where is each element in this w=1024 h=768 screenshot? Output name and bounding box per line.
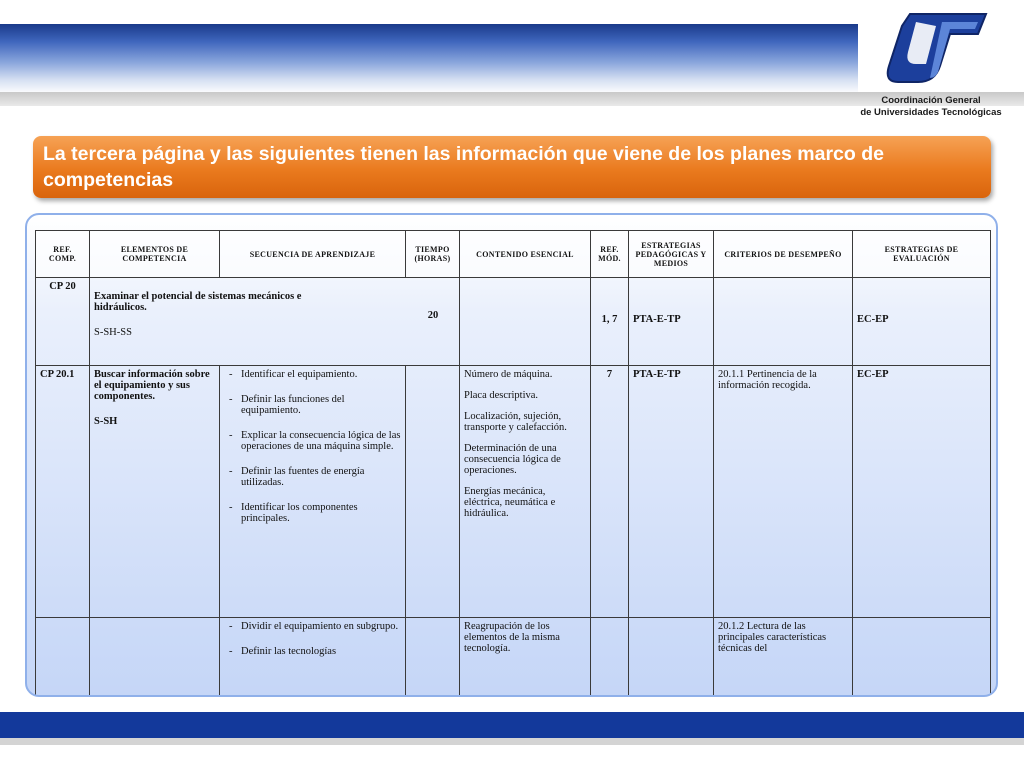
list-item: - Definir las funciones del equipamiento. [224, 394, 401, 416]
table-header-row [36, 231, 991, 278]
list-item: Número de máquina. [464, 369, 553, 380]
row2-mod: 7 [591, 366, 629, 618]
row2-contenido [460, 366, 591, 618]
row3-tiempo [406, 618, 460, 696]
list-item: Energías mecánica, eléctrica, neumática e hidráulica. [464, 486, 556, 519]
row1-ref: CP 20 [36, 278, 90, 366]
header-ref-mod: REF. MÓD. [591, 231, 629, 278]
list-item: - Identificar el equipamiento. [224, 369, 401, 380]
ut-logo [880, 12, 990, 94]
orange-banner [33, 136, 991, 198]
row1-elemento [90, 278, 460, 366]
row2-elemento-code: S-SH [94, 416, 118, 427]
list-item: - Definir las fuentes de energía utilizadas. [224, 466, 401, 488]
logo-caption-line2: de Universidades Tecnológicas [860, 107, 1002, 118]
table-frame [25, 213, 998, 697]
header-secuencia: SECUENCIA DE APRENDIZAJE [220, 231, 406, 278]
row3-criterio: 20.1.2 Lectura de las principales características técnicas del [714, 618, 853, 696]
row1-tiempo: 20 [427, 310, 439, 321]
row1-elemento-code: S-SH-SS [94, 327, 132, 338]
table-row [36, 366, 991, 618]
row3-secuencia [220, 618, 406, 696]
row2-elemento [90, 366, 220, 618]
list-item: Placa descriptiva. [464, 390, 539, 401]
row2-evaluacion: EC-EP [853, 366, 991, 618]
header-criterios: CRITERIOS DE DESEMPEÑO [714, 231, 853, 278]
footer-blue-band [0, 712, 1024, 738]
row1-elemento-text: Examinar el potencial de sistemas mecánicos e hidráulicos. [94, 291, 302, 313]
list-item: Determinación de una consecuencia lógica de operaciones. [464, 443, 561, 476]
header-elementos: ELEMENTOS DE COMPETENCIA [90, 231, 220, 278]
row1-estrategia: PTA-E-TP [629, 278, 714, 366]
list-item: Localización, sujeción, transporte y calefacción. [464, 411, 567, 433]
row2-estrategia: PTA-E-TP [629, 366, 714, 618]
header-estrategias-eval: ESTRATEGIAS DE EVALUACIÓN [853, 231, 991, 278]
list-item: - Identificar los componentes principales. [224, 502, 401, 524]
row2-ref: CP 20.1 [36, 366, 90, 618]
header-estrategias-ped: ESTRATEGIAS PEDAGÓGICAS Y MEDIOS [629, 231, 714, 278]
row2-secuencia [220, 366, 406, 618]
row2-elemento-text: Buscar información sobre el equipamiento y sus componentes. [94, 369, 210, 402]
row2-tiempo [406, 366, 460, 618]
row3-ref [36, 618, 90, 696]
row1-evaluacion: EC-EP [853, 278, 991, 366]
row3-evaluacion [853, 618, 991, 696]
header-ref-comp: REF. COMP. [36, 231, 90, 278]
table-row [36, 278, 991, 366]
list-item: - Dividir el equipamiento en subgrupo. [224, 621, 401, 632]
header-tiempo: TIEMPO (HORAS) [406, 231, 460, 278]
footer-gray-stripe [0, 738, 1024, 745]
header-contenido: CONTENIDO ESENCIAL [460, 231, 591, 278]
header-gradient-band [0, 24, 858, 94]
logo-caption-line1: Coordinación General [881, 95, 981, 106]
row2-criterio: 20.1.1 Pertinencia de la información recogida. [714, 366, 853, 618]
row3-mod [591, 618, 629, 696]
row3-contenido: Reagrupación de los elementos de la misma tecnología. [460, 618, 591, 696]
competency-table [35, 230, 991, 696]
row1-criterio [714, 278, 853, 366]
row1-mod: 1, 7 [591, 278, 629, 366]
list-item: - Definir las tecnologías [224, 646, 401, 657]
banner-text: La tercera página y las siguientes tienen las información que viene de los planes marco de competencias [43, 143, 884, 191]
logo-caption [842, 95, 1020, 119]
row3-elemento [90, 618, 220, 696]
row3-estrategia [629, 618, 714, 696]
table-row [36, 618, 991, 696]
list-item: - Explicar la consecuencia lógica de las operaciones de una máquina simple. [224, 430, 401, 452]
row1-contenido [460, 278, 591, 366]
